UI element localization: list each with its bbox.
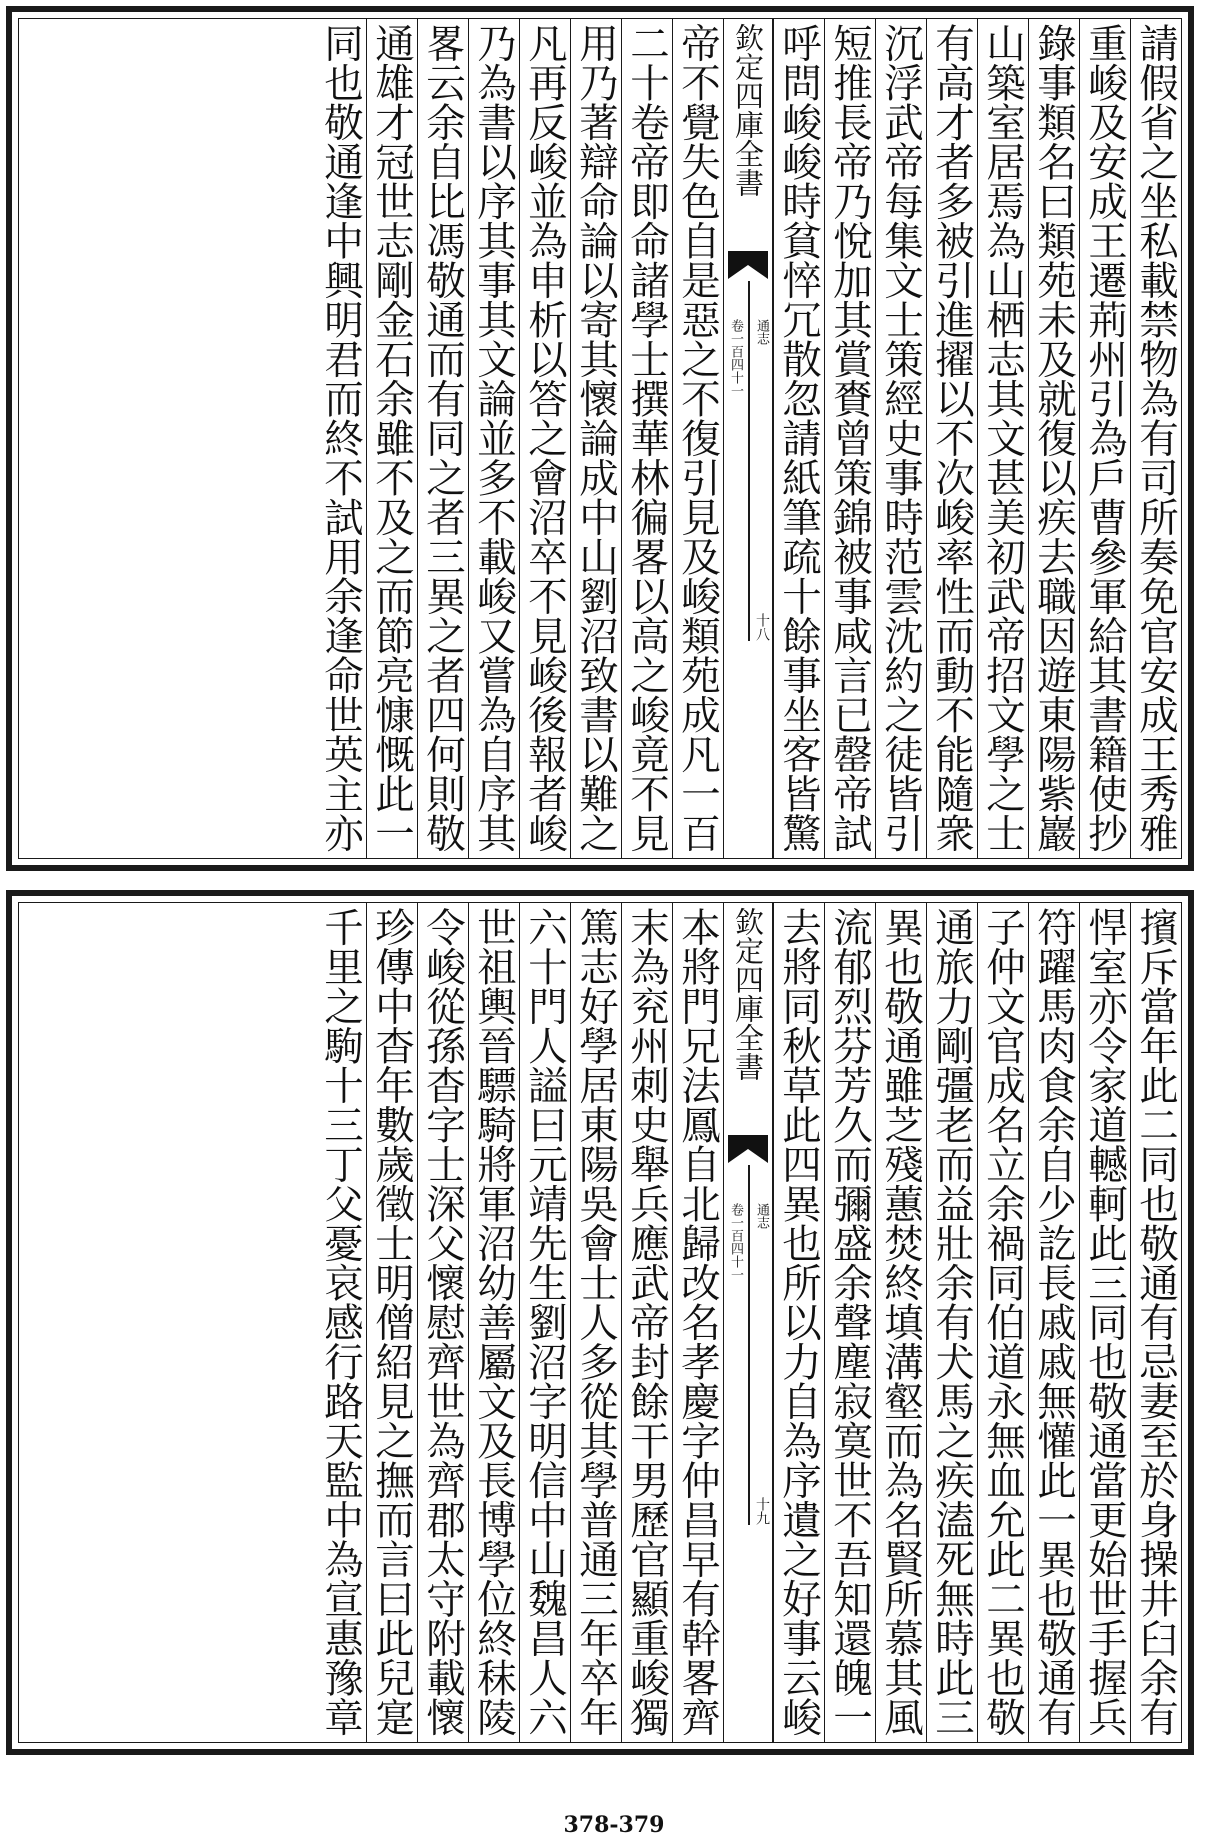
text-column: 擯斥當年此二同也敬通有忌妻至於身操井臼余有 xyxy=(1130,903,1181,1742)
text-column: 悍室亦令家道轗軻此三同也敬通當更始世手握兵 xyxy=(1079,903,1130,1742)
top-page-body xyxy=(18,18,1182,859)
fishtail-mark-icon xyxy=(728,251,768,281)
text-column: 流郁烈芬芳久而彌盛余聲塵寂寞世不吾知還魄一 xyxy=(824,903,875,1742)
text-column: 凡再反峻並為申析以答之會沼卒不見峻後報者峻 xyxy=(519,19,570,858)
text-column: 子仲文官成名立余禍同伯道永無血允此二異也敬 xyxy=(977,903,1028,1742)
fishtail-mark-icon xyxy=(728,1135,768,1165)
text-column: 乃為書以序其事其文論並多不載峻又嘗為自序其 xyxy=(468,19,519,858)
text-column: 畧云余自比馮敬通而有同之者三異之者四何則敬 xyxy=(417,19,468,858)
text-column: 山築室居焉為山栖志其文甚美初武帝招文學之士 xyxy=(977,19,1028,858)
text-column: 同也敬通逢中興明君而終不試用余逢命世英主亦 xyxy=(318,23,364,853)
fold-line xyxy=(748,1165,750,1525)
text-column: 末為兖州刺史舉兵應武帝封餘干男歷官顯重峻獨 xyxy=(621,903,672,1742)
text-column: 重峻及安成王遷荊州引為戶曹參軍給其書籍使抄 xyxy=(1079,19,1130,858)
block-heart xyxy=(723,903,773,1742)
text-column: 異也敬通雖芝殘蕙焚終填溝壑而為名賢所慕其風 xyxy=(875,903,926,1742)
volume-label: 卷一百四十一 xyxy=(728,319,743,397)
text-column: 六十門人謚曰元靖先生劉沼字明信中山魏昌人六 xyxy=(519,903,570,1742)
text-column: 請假省之坐私載禁物為有司所奏免官安成王秀雅 xyxy=(1130,19,1181,858)
bottom-page-frame xyxy=(6,890,1194,1755)
text-column: 沉浮武帝每集文士策經史事時范雲沈約之徒皆引 xyxy=(875,19,926,858)
text-column: 令峻從孫杳字士深父懷慰齊世為齊郡太守附載懷 xyxy=(417,903,468,1742)
book-title: 通志 xyxy=(754,1203,769,1229)
text-column: 短推長帝乃悅加其賞賚曾策錦被事咸言已罄帝試 xyxy=(824,19,875,858)
text-column: 通雄才冠世志剛金石余雖不及之而節亮慷慨此一 xyxy=(366,19,417,858)
bottom-page-body xyxy=(18,902,1182,1743)
fold-line xyxy=(748,281,750,641)
top-page-frame xyxy=(6,6,1194,871)
text-column: 通旅力剛彊老而益壯余有犬馬之疾溘死無時此三 xyxy=(926,903,977,1742)
text-column: 珍傳中杳年數歲徵士明僧紹見之撫而言曰此兒寔 xyxy=(366,903,417,1742)
text-column: 本將門兄法鳳自北歸改名孝慶字仲昌早有幹畧齊 xyxy=(672,903,723,1742)
page-number: 十九 xyxy=(754,1497,770,1525)
text-column: 用乃著辯命論以寄其懷論成中山劉沼致書以難之 xyxy=(570,19,621,858)
text-column: 有高才者多被引進擢以不次峻率性而動不能隨衆 xyxy=(926,19,977,858)
page-number: 十八 xyxy=(754,613,770,641)
text-column: 呼問峻峻時貧悴冗散忽請紙筆疏十餘事坐客皆驚 xyxy=(773,19,824,858)
book-title: 通志 xyxy=(754,319,769,345)
volume-label: 卷一百四十一 xyxy=(728,1203,743,1281)
page-reference: 378-379 xyxy=(563,1812,665,1838)
text-column: 帝不覺失色自是惡之不復引見及峻類苑成凡一百 xyxy=(672,19,723,858)
sheet-title: 欽定四庫全書 xyxy=(731,907,765,1081)
text-column: 錄事類名曰類苑未及就復以疾去職因遊東陽紫巖 xyxy=(1028,19,1079,858)
text-column: 千里之駒十三丁父憂哀感行路天監中為宣惠豫章 xyxy=(318,907,364,1737)
text-column: 篤志好學居東陽吳會士人多從其學普通三年卒年 xyxy=(570,903,621,1742)
sheet-title: 欽定四庫全書 xyxy=(731,23,765,197)
block-heart xyxy=(723,19,773,858)
text-column: 符躍馬肉食余自少訖長戚戚無懽此一異也敬通有 xyxy=(1028,903,1079,1742)
text-column: 去將同秋草此四異也所以力自為序遺之好事云峻 xyxy=(773,903,824,1742)
text-column: 世祖輿晉驃騎將軍沼幼善屬文及長博學位終秣陵 xyxy=(468,903,519,1742)
text-column: 二十卷帝即命諸學士撰華林徧畧以高之峻竟不見 xyxy=(621,19,672,858)
